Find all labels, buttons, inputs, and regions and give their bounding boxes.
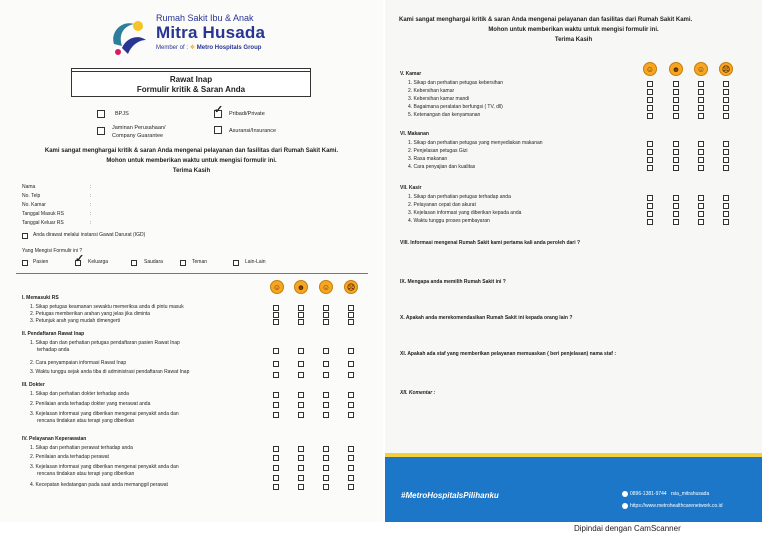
rating-checkbox[interactable] xyxy=(647,203,653,209)
question-item: 1. Sikap petugas keamanan sewaktu memeriksa anda di pintu masuk xyxy=(30,304,184,310)
rating-checkbox[interactable] xyxy=(723,141,729,147)
rating-checkbox[interactable] xyxy=(273,372,279,378)
mother-child-logo-icon xyxy=(108,14,152,58)
rating-checkbox[interactable] xyxy=(323,348,329,354)
rating-checkbox[interactable] xyxy=(273,465,279,471)
question-item: 2. Petugas memberikan arahan yang jelas jika diminta xyxy=(30,311,151,317)
section-title: III. Dokter xyxy=(22,382,45,388)
question-item: 1. Sikap dan perhatian petugas kebersihan xyxy=(408,80,504,86)
rating-checkbox[interactable] xyxy=(273,446,279,452)
rating-checkbox[interactable] xyxy=(273,475,279,481)
label-patient: Pasien xyxy=(33,259,49,265)
question-item: 4. Cara penyajian dan kualitas xyxy=(408,164,476,170)
rating-checkbox[interactable] xyxy=(698,89,704,95)
rating-checkbox[interactable] xyxy=(647,165,653,171)
form-title: Rawat Inap xyxy=(169,75,213,84)
rating-checkbox[interactable] xyxy=(323,455,329,461)
rating-checkbox[interactable] xyxy=(723,203,729,209)
member-prefix: Member of : xyxy=(156,45,189,51)
footer-instagram: rsia_mitrahusada xyxy=(670,491,710,497)
rating-checkbox[interactable] xyxy=(647,219,653,225)
label-relative: Saudara xyxy=(144,259,163,265)
intro-thanks: Terima Kasih xyxy=(172,168,211,174)
rating-checkbox[interactable] xyxy=(323,402,329,408)
question-staff: XI. Apakah ada staf yang memberikan pelayanan memuaskan ( beri penjelasan) nama staf : xyxy=(400,351,617,357)
hospital-name: Mitra Husada xyxy=(156,23,266,42)
rating-checkbox[interactable] xyxy=(298,372,304,378)
rating-checkbox[interactable] xyxy=(673,149,679,155)
rating-checkbox[interactable] xyxy=(673,157,679,163)
question-item: 1. Sikap dan dan perhatian petugas pendaftaran pasien Rawat Inap xyxy=(30,340,180,346)
question-why-choose: IX. Mengapa anda memilih Rumah Sakit ini ? xyxy=(400,279,506,285)
rating-checkbox[interactable] xyxy=(323,305,329,311)
label-company: Jaminan Perusahaan/ xyxy=(112,125,166,131)
checkbox-company[interactable] xyxy=(97,127,105,135)
rating-checkbox[interactable] xyxy=(323,475,329,481)
form-title-box xyxy=(71,68,311,97)
rating-checkbox[interactable] xyxy=(723,89,729,95)
rating-checkbox[interactable] xyxy=(698,149,704,155)
question-item-continued: rencana tindakan atau terapi yang diberikan xyxy=(37,471,135,477)
checkbox-bpjs[interactable] xyxy=(97,110,105,118)
rating-checkbox[interactable] xyxy=(698,113,704,119)
rating-checkbox[interactable] xyxy=(723,211,729,217)
rating-checkbox[interactable] xyxy=(273,361,279,367)
rating-checkbox[interactable] xyxy=(323,319,329,325)
member-of-line: Member of : ❖ Metro Hospitals Group xyxy=(156,45,262,51)
question-item: 2. Penilaian anda terhadap dokter yang merawat anda xyxy=(30,401,151,407)
intro-text: Kami sangat menghargai kritik & saran Anda mengenai pelayanan dan fasilitas dari Rumah Sakit Kami. xyxy=(399,17,693,23)
rating-checkbox[interactable] xyxy=(298,361,304,367)
rating-checkbox[interactable] xyxy=(348,372,354,378)
label-other: Lain-Lain xyxy=(245,259,266,265)
rating-checkbox[interactable] xyxy=(698,81,704,87)
rating-checkbox[interactable] xyxy=(348,475,354,481)
question-item: 2. Kebersihan kamar xyxy=(408,88,455,94)
rating-checkbox[interactable] xyxy=(673,141,679,147)
question-item: 1. Sikap dan perhatian dokter terhadap anda xyxy=(30,391,129,397)
question-item: 3. Waktu tunggu sejak anda tiba di administrasi pendaftaran Rawat Inap xyxy=(30,369,190,375)
section-title: II. Pendaftaran Rawat Inap xyxy=(22,331,85,337)
rating-checkbox[interactable] xyxy=(723,149,729,155)
checkbox-friend[interactable] xyxy=(180,260,186,266)
rating-checkbox[interactable] xyxy=(348,465,354,471)
section-title: V. Kamar xyxy=(400,71,422,77)
rating-checkbox[interactable] xyxy=(348,446,354,452)
rating-checkbox[interactable] xyxy=(673,195,679,201)
emoji-face-icon: ☺ xyxy=(643,62,657,76)
intro-text-2: Mohon untuk memberikan waktu untuk mengisi formulir ini. xyxy=(488,27,659,33)
footer-phone: 0896-1381-9744 xyxy=(630,491,667,497)
rating-checkbox[interactable] xyxy=(298,392,304,398)
rating-checkbox[interactable] xyxy=(348,455,354,461)
footer-banner xyxy=(385,453,762,522)
rating-checkbox[interactable] xyxy=(323,392,329,398)
rating-checkbox[interactable] xyxy=(698,97,704,103)
rating-checkbox[interactable] xyxy=(323,372,329,378)
rating-checkbox[interactable] xyxy=(698,211,704,217)
rating-checkbox[interactable] xyxy=(348,312,354,318)
question-item: 4. Kecepatan kedatangan pada saat anda memanggil perawat xyxy=(30,482,168,488)
rating-checkbox[interactable] xyxy=(348,412,354,418)
rating-checkbox[interactable] xyxy=(298,312,304,318)
form-page-right xyxy=(385,0,762,522)
rating-checkbox[interactable] xyxy=(647,211,653,217)
rating-checkbox[interactable] xyxy=(723,81,729,87)
section-title: IV. Pelayanan Keperawatan xyxy=(22,436,87,442)
rating-checkbox[interactable] xyxy=(647,81,653,87)
globe-icon xyxy=(622,503,628,509)
rating-checkbox[interactable] xyxy=(298,465,304,471)
rating-checkbox[interactable] xyxy=(273,319,279,325)
emoji-face-icon: ☺ xyxy=(270,280,284,294)
field-label-phone: No. Telp xyxy=(22,193,41,199)
rating-checkbox[interactable] xyxy=(698,203,704,209)
divider xyxy=(16,273,368,274)
rating-checkbox[interactable] xyxy=(323,412,329,418)
rating-checkbox[interactable] xyxy=(698,165,704,171)
rating-checkbox[interactable] xyxy=(348,305,354,311)
hospital-subtitle: Rumah Sakit Ibu & Anak xyxy=(156,13,254,23)
footer-hashtag: #MetroHospitalsPilihanku xyxy=(401,491,499,500)
rating-checkbox[interactable] xyxy=(673,81,679,87)
field-label-room: No. Kamar xyxy=(22,202,46,208)
member-group: Metro Hospitals Group xyxy=(196,45,262,51)
emoji-face-icon: ☻ xyxy=(294,280,308,294)
emoji-face-icon: ☹ xyxy=(344,280,358,294)
question-item: 3. Petunjuk arah yang mudah dimengerti xyxy=(30,318,121,324)
rating-checkbox[interactable] xyxy=(323,446,329,452)
label-company-2: Company Guarantee xyxy=(112,133,164,139)
section-title: I. Memasuki RS xyxy=(22,295,59,301)
form-page-left: Rumah Sakit Ibu & Anak Mitra Husada Member of : ❖ Metro Hospitals Group Rawat Inap Formulir kritik & Saran Anda BPJS ✓ Pribadi/Private Jaminan Perusahaan/ Company Guarantee Asuransi/Insurance Kami sangat menghargai kritik & saran Anda mengenai pelayanan dan fasilitas dari Rumah Sakit Kami. Mohon untuk memberikan waktu untuk mengisi formulir ini. Terima Kasih Nama No. Telp No. Kamar Tanggal Masuk RS Tanggal Keluar RS : : : : : Anda dirawat melalui instansi Gawat Darurat (IGD) Yang Mengisi Formulir ini ? Pasien ✓ Keluarga Saudara Teman Lain-Lain ☺ ☻ ☺ ☹ I. Memasuki RS 1. Sikap petugas keamanan sewaktu memeriksa anda di pintu masuk 2. Petugas memberikan arahan yang jelas jika diminta 3. Petunjuk arah yang mudah dimengerti II. Pendaftaran Rawat Inap 1. Sikap dan dan perhatian petugas pendaftaran pasien Rawat Inap terhadap anda 2. Cara penyampaian informasi Rawat Inap 3. Waktu tunggu sejak anda tiba di administrasi pendaftaran Rawat Inap III. Dokter 1. Sikap dan perhatian dokter terhadap anda 2. Penilaian anda terhadap dokter yang merawat anda 3. Kejelasan informasi yang diberikan mengenai penyakit anda dan rencana tindakan atau terapi yang diberikan IV. Pelayanan Keperawatan 1. Sikap dan perhatian perawat terhadap anda 2. Penilaian anda terhadap perawat 3. Kejelasan informasi yang diberikan mengenai penyakit anda dan rencana tindakan atau terapi yang diberikan 4. Kecepatan kedatangan pada saat anda memanggil perawat xyxy=(0,0,383,522)
question-item: 2. Cara penyampaian informasi Rawat Inap xyxy=(30,360,127,366)
question-item: 3. Kejelasan informasi yang diberikan mengenai penyakit anda dan xyxy=(30,411,179,417)
question-item: 3. Kejelasan informasi yang diberikan kepada anda xyxy=(408,210,522,216)
filler-question: Yang Mengisi Formulir ini ? xyxy=(22,248,83,254)
rating-checkbox[interactable] xyxy=(298,412,304,418)
rating-checkbox[interactable] xyxy=(323,312,329,318)
question-item: 1. Sikap dan perhatian petugas yang menyediakan makanan xyxy=(408,140,543,146)
rating-checkbox[interactable] xyxy=(273,412,279,418)
rating-checkbox[interactable] xyxy=(673,203,679,209)
question-recommend: X. Apakah anda merekomendasikan Rumah Sakit ini kepada orang lain ? xyxy=(400,315,573,321)
rating-checkbox[interactable] xyxy=(673,89,679,95)
question-item: 5. Ketenangan dan kenyamanan xyxy=(408,112,481,118)
question-source: VIII. Informasi mengenai Rumah Sakit kami pertama kali anda peroleh dari ? xyxy=(400,240,581,246)
rating-checkbox[interactable] xyxy=(323,484,329,490)
rating-checkbox[interactable] xyxy=(348,348,354,354)
rating-checkbox[interactable] xyxy=(273,305,279,311)
label-family: Keluarga xyxy=(88,259,109,265)
check-icon: ✓ xyxy=(75,253,85,265)
rating-checkbox[interactable] xyxy=(298,305,304,311)
rating-checkbox[interactable] xyxy=(673,211,679,217)
rating-checkbox[interactable] xyxy=(673,97,679,103)
rating-checkbox[interactable] xyxy=(673,113,679,119)
rating-checkbox[interactable] xyxy=(348,361,354,367)
label-friend: Teman xyxy=(192,259,208,265)
rating-checkbox[interactable] xyxy=(723,157,729,163)
rating-checkbox[interactable] xyxy=(698,219,704,225)
check-icon: ✓ xyxy=(214,104,224,116)
rating-checkbox[interactable] xyxy=(348,484,354,490)
checkbox-patient[interactable] xyxy=(22,260,28,266)
rating-checkbox[interactable] xyxy=(723,165,729,171)
footer-website[interactable]: https://www.metrohealthcarenetwork.co.id xyxy=(630,503,723,509)
rating-checkbox[interactable] xyxy=(673,165,679,171)
field-label-name: Nama xyxy=(22,184,36,190)
rating-checkbox[interactable] xyxy=(323,465,329,471)
rating-checkbox[interactable] xyxy=(698,157,704,163)
question-item: 2. Penilaian anda terhadap perawat xyxy=(30,454,109,460)
rating-checkbox[interactable] xyxy=(698,105,704,111)
rating-checkbox[interactable] xyxy=(298,446,304,452)
rating-checkbox[interactable] xyxy=(298,319,304,325)
rating-checkbox[interactable] xyxy=(273,392,279,398)
question-item: 4. Waktu tunggu proses pembayaran xyxy=(408,218,490,224)
rating-checkbox[interactable] xyxy=(273,348,279,354)
phone-icon xyxy=(622,491,628,497)
rating-checkbox[interactable] xyxy=(298,455,304,461)
rating-checkbox[interactable] xyxy=(647,97,653,103)
rating-checkbox[interactable] xyxy=(348,402,354,408)
question-item: 2. Penjelasan petugas Gizi xyxy=(408,148,468,154)
question-item: 2. Pelayanan cepat dan akurat xyxy=(408,202,476,208)
question-item: 4. Bagaimana peralatan berfungsi ( TV, dll) xyxy=(408,104,503,110)
section-title: VII. Kasir xyxy=(400,185,422,191)
rating-checkbox[interactable] xyxy=(348,392,354,398)
rating-checkbox[interactable] xyxy=(298,475,304,481)
rating-checkbox[interactable] xyxy=(273,484,279,490)
rating-checkbox[interactable] xyxy=(723,97,729,103)
rating-checkbox[interactable] xyxy=(647,89,653,95)
emoji-face-icon: ☺ xyxy=(319,280,333,294)
rating-checkbox[interactable] xyxy=(723,105,729,111)
field-label-discharge-date: Tanggal Keluar RS xyxy=(22,220,64,226)
footer-stripe xyxy=(385,453,762,457)
question-item: 3. Kebersihan kamar mandi xyxy=(408,96,470,102)
rating-checkbox[interactable] xyxy=(647,149,653,155)
label-private: Pribadi/Private xyxy=(229,111,265,117)
intro-thanks: Terima Kasih xyxy=(554,37,593,43)
form-subtitle: Formulir kritik & Saran Anda xyxy=(136,85,246,94)
rating-checkbox[interactable] xyxy=(673,219,679,225)
rating-checkbox[interactable] xyxy=(647,105,653,111)
rating-checkbox[interactable] xyxy=(698,141,704,147)
checkbox-relative[interactable] xyxy=(131,260,137,266)
checkbox-other[interactable] xyxy=(233,260,239,266)
rating-checkbox[interactable] xyxy=(298,348,304,354)
rating-checkbox[interactable] xyxy=(298,484,304,490)
question-item: 1. Sikap dan perhatian perawat terhadap anda xyxy=(30,445,133,451)
label-igd: Anda dirawat melalui instansi Gawat Darurat (IGD) xyxy=(33,232,146,238)
section-title: VI. Makanan xyxy=(400,131,429,137)
rating-checkbox[interactable] xyxy=(348,319,354,325)
rating-checkbox[interactable] xyxy=(323,361,329,367)
intro-text: Kami sangat menghargai kritik & saran Anda mengenai pelayanan dan fasilitas dari Rumah Sakit Kami. xyxy=(44,148,339,154)
question-item-continued: rencana tindakan atau terapi yang diberikan xyxy=(37,418,135,424)
question-comment: XII. Komentar : xyxy=(400,390,436,396)
question-item: 3. Kejelasan informasi yang diberikan mengenai penyakit anda dan xyxy=(30,464,179,470)
rating-checkbox[interactable] xyxy=(273,455,279,461)
rating-checkbox[interactable] xyxy=(298,402,304,408)
checkbox-igd[interactable] xyxy=(22,233,28,239)
scanner-watermark: Dipindai dengan CamScanner xyxy=(574,524,681,533)
rating-checkbox[interactable] xyxy=(647,195,653,201)
emoji-face-icon: ☹ xyxy=(719,62,733,76)
label-bpjs: BPJS xyxy=(115,111,129,117)
footer-contact xyxy=(630,491,709,497)
rating-checkbox[interactable] xyxy=(723,113,729,119)
rating-checkbox[interactable] xyxy=(647,113,653,119)
rating-checkbox[interactable] xyxy=(723,195,729,201)
emoji-face-icon: ☻ xyxy=(669,62,683,76)
question-item: 3. Rasa makanan xyxy=(408,156,448,162)
rating-checkbox[interactable] xyxy=(673,105,679,111)
label-insurance: Asuransi/Insurance xyxy=(229,128,277,134)
field-label-admission-date: Tanggal Masuk RS xyxy=(22,211,64,217)
rating-checkbox[interactable] xyxy=(698,195,704,201)
question-item: 1. Sikap dan perhatian petugas terhadap anda xyxy=(408,194,511,200)
question-item-continued: terhadap anda xyxy=(37,347,70,353)
rating-checkbox[interactable] xyxy=(723,219,729,225)
intro-text-2: Mohon untuk memberikan waktu untuk mengisi formulir ini. xyxy=(106,158,277,164)
checkbox-insurance[interactable] xyxy=(214,126,222,134)
rating-checkbox[interactable] xyxy=(647,157,653,163)
rating-checkbox[interactable] xyxy=(273,402,279,408)
rating-checkbox[interactable] xyxy=(647,141,653,147)
emoji-face-icon: ☺ xyxy=(694,62,708,76)
rating-checkbox[interactable] xyxy=(273,312,279,318)
